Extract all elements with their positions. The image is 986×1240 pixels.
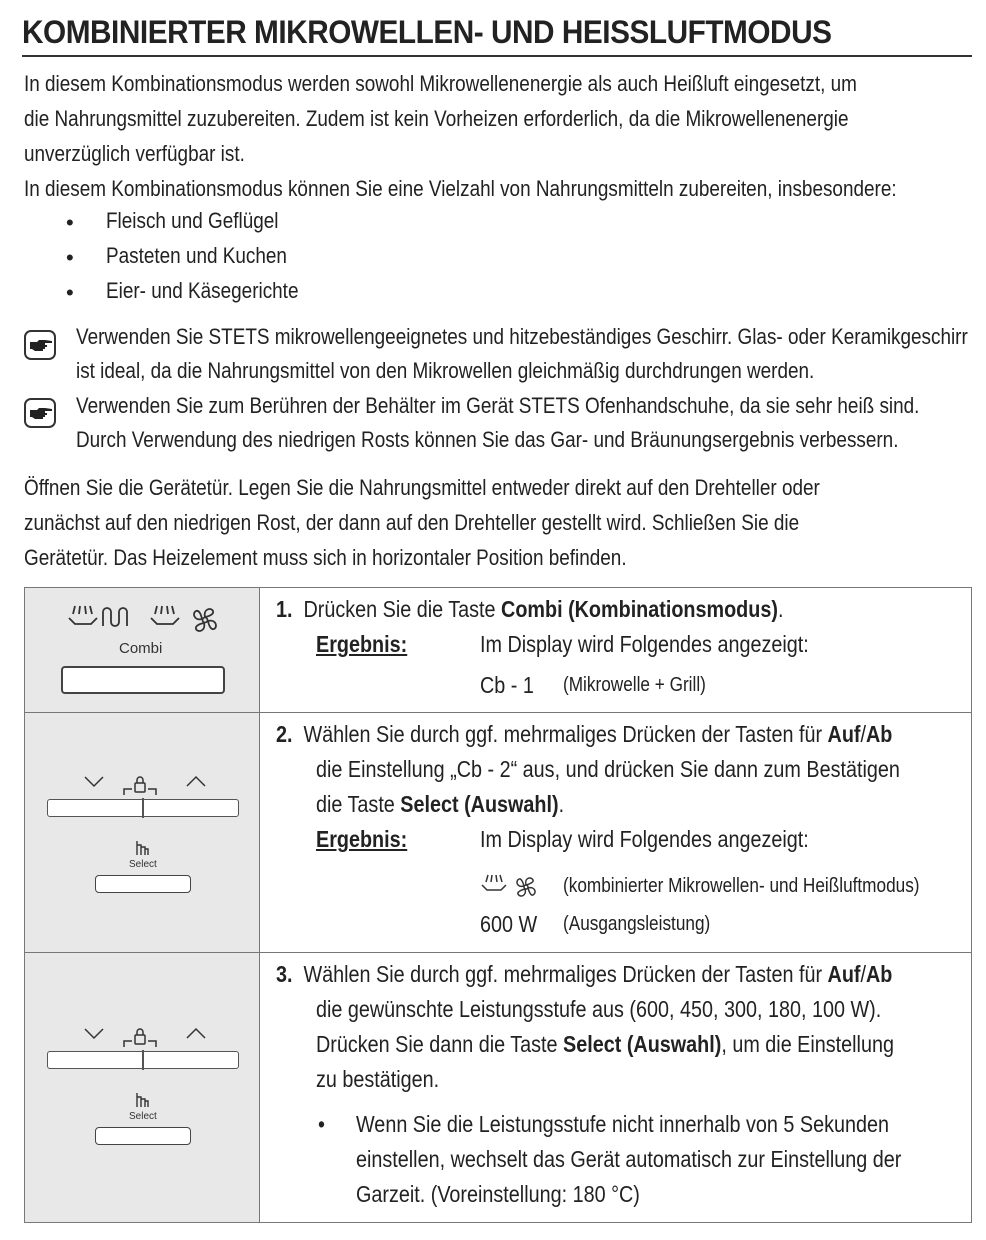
intro-line-1: In diesem Kombinationsmodus werden sowohl Mikrowellenenergie als auch Heißluft eingesetzt, um <box>24 71 857 96</box>
note-1-line-1: Verwenden Sie STETS mikrowellengeeignetes und hitzebeständiges Geschirr. Glas- oder Keramikgeschirr <box>76 324 968 349</box>
note-2-line-1: Verwenden Sie zum Berühren der Behälter im Gerät STETS Ofenhandschuhe, da sie sehr heiß sind. <box>76 393 920 418</box>
intro-line-4: In diesem Kombinationsmodus können Sie eine Vielzahl von Nahrungsmitteln zubereiten, insbesondere: <box>24 176 897 201</box>
step-1-text <box>276 596 783 623</box>
bullet-item: Eier- und Käsegerichte <box>106 278 299 303</box>
bullet-dot: • <box>66 210 74 235</box>
instruction-line-2: zunächst auf den niedrigen Rost, der dann auf den Drehteller gestellt wird. Schließen Sie die <box>24 510 800 535</box>
step-number: 1. <box>276 596 293 622</box>
select-button[interactable] <box>95 1127 191 1145</box>
display-desc: (Mikrowelle + Grill) <box>563 674 706 696</box>
select-label: Select <box>129 859 157 870</box>
step-2-text-l3a: die Taste <box>316 791 401 817</box>
control-panel-combi <box>25 588 260 713</box>
bullet-item: Pasteten und Kuchen <box>106 243 287 268</box>
step-number: 2. <box>276 721 293 747</box>
bullet-dot: • <box>66 280 74 305</box>
display-desc: (Ausgangsleistung) <box>563 913 711 935</box>
up-down-lock-icon <box>81 771 211 799</box>
step-2-text-l3c: . <box>558 791 565 817</box>
touch-finger-icon <box>133 839 151 857</box>
combi-keyword: Combi (Kombinationsmodus) <box>501 596 778 622</box>
display-code: Cb - 1 <box>480 672 534 698</box>
step-3-line-2: die gewünschte Leistungsstufe aus (600, 450, 300, 180, 100 W). <box>316 996 882 1022</box>
display-desc: (kombinierter Mikrowellen- und Heißluftmodus) <box>563 875 920 897</box>
down-keyword: Ab <box>866 961 893 987</box>
touch-finger-icon <box>133 1091 151 1109</box>
up-down-lock-icon <box>81 1023 211 1051</box>
result-text: Im Display wird Folgendes angezeigt: <box>480 631 809 657</box>
select-button[interactable] <box>95 875 191 893</box>
microwave-grill-icon <box>65 602 225 638</box>
result-label: Ergebnis: <box>316 631 408 657</box>
title-underline <box>22 55 972 57</box>
note-2-line-2: Durch Verwendung des niedrigen Rosts können Sie das Gar- und Bräunungsergebnis verbessern. <box>76 427 899 452</box>
pointing-hand-icon <box>24 330 56 360</box>
step-3-content <box>260 953 972 1223</box>
display-code: 600 W <box>480 911 538 937</box>
slash: / <box>860 721 867 747</box>
step-3-text-l3a: Drücken Sie dann die Taste <box>316 1031 564 1057</box>
step-3-sub-line-2: einstellen, wechselt das Gerät automatisch zur Einstellung der <box>356 1146 902 1172</box>
pointing-hand-icon <box>24 398 56 428</box>
step-2-text-a: Wählen Sie durch ggf. mehrmaliges Drücken der Tasten für <box>303 721 828 747</box>
step-3-text-a: Wählen Sie durch ggf. mehrmaliges Drücken der Tasten für <box>303 961 828 987</box>
result-text: Im Display wird Folgendes angezeigt: <box>480 826 809 852</box>
step-row-3 <box>25 953 972 1223</box>
step-number: 3. <box>276 961 293 987</box>
step-3-line-1 <box>276 961 892 988</box>
select-keyword: Select (Auswahl) <box>400 791 559 817</box>
note-1-line-2: ist ideal, da die Nahrungsmittel von den Mikrowellen gleichmäßig durchdrungen werden. <box>76 358 815 383</box>
step-row-1 <box>25 588 972 713</box>
step-1-content <box>260 588 972 713</box>
step-3-sub-line-3: Garzeit. (Voreinstellung: 180 °C) <box>356 1181 640 1207</box>
control-panel-select <box>25 713 260 953</box>
step-2-line-3 <box>316 791 564 818</box>
combi-button[interactable] <box>61 666 225 694</box>
step-1-text-a: Drücken Sie die Taste <box>303 596 502 622</box>
page-title: KOMBINIERTER MIKROWELLEN- UND HEISSLUFTMODUS <box>22 14 832 50</box>
control-panel-select <box>25 953 260 1223</box>
intro-line-3: unverzüglich verfügbar ist. <box>24 141 245 166</box>
step-1-text-c: . <box>777 596 784 622</box>
step-3-line-3 <box>316 1031 894 1058</box>
bullet-dot: • <box>318 1111 325 1137</box>
power-slider[interactable] <box>47 1051 239 1069</box>
up-keyword: Auf <box>827 961 861 987</box>
step-2-line-2: die Einstellung „Cb - 2“ aus, und drücken Sie dann zum Bestätigen <box>316 756 900 782</box>
step-3-line-4: zu bestätigen. <box>316 1066 440 1092</box>
step-2-line-1 <box>276 721 892 748</box>
select-label: Select <box>129 1111 157 1122</box>
up-keyword: Auf <box>827 721 861 747</box>
combi-label: Combi <box>119 640 163 657</box>
instruction-line-1: Öffnen Sie die Gerätetür. Legen Sie die Nahrungsmittel entweder direkt auf den Drehteller oder <box>24 475 820 500</box>
result-label: Ergebnis: <box>316 826 408 852</box>
bullet-dot: • <box>66 245 74 270</box>
down-keyword: Ab <box>866 721 893 747</box>
slash: / <box>860 961 867 987</box>
step-2-content <box>260 713 972 953</box>
steps-table <box>24 587 972 1223</box>
intro-line-2: die Nahrungsmittel zuzubereiten. Zudem ist kein Vorheizen erforderlich, da die Mikrowellenenergie <box>24 106 849 131</box>
instruction-line-3: Gerätetür. Das Heizelement muss sich in horizontaler Position befinden. <box>24 545 627 570</box>
power-slider[interactable] <box>47 799 239 817</box>
microwave-convection-icon <box>480 873 550 899</box>
step-3-text-l3c: , um die Einstellung <box>721 1031 894 1057</box>
step-row-2 <box>25 713 972 953</box>
select-keyword: Select (Auswahl) <box>563 1031 722 1057</box>
bullet-item: Fleisch und Geflügel <box>106 208 279 233</box>
step-3-sub-line-1: Wenn Sie die Leistungsstufe nicht innerhalb von 5 Sekunden <box>356 1111 889 1137</box>
